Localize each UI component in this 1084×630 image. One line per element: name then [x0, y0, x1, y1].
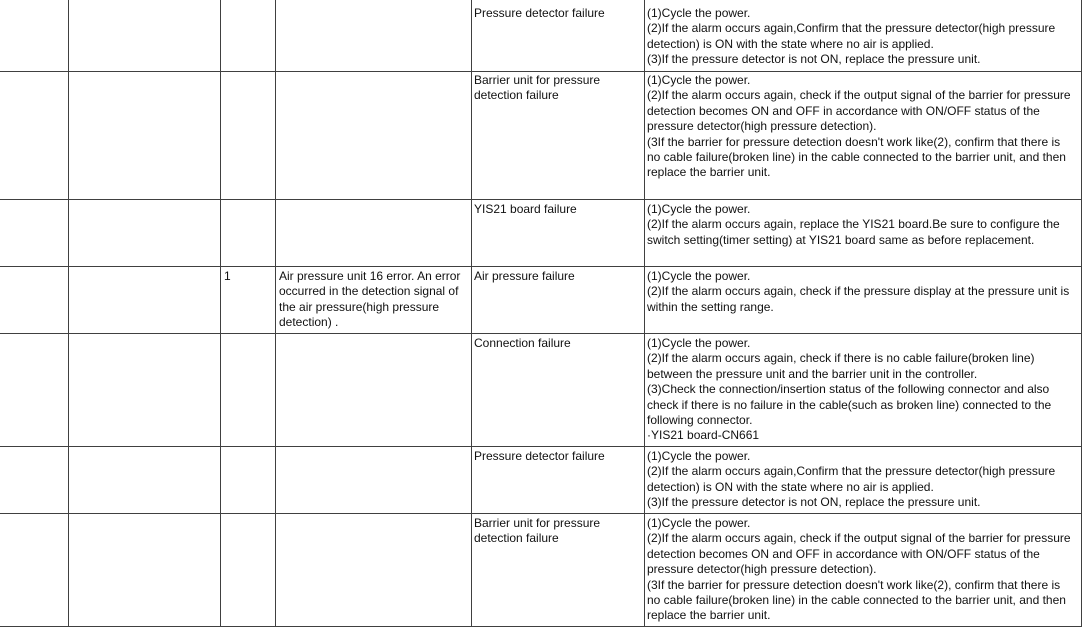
remedy-line: (3If the barrier for pressure detection doesn't work like(2), confirm that there is	[647, 577, 1061, 592]
row-divider	[0, 199, 1082, 200]
table-row-3-number	[224, 269, 231, 284]
table-row-3-message	[279, 269, 460, 331]
remedy-line: (1)Cycle the power.	[647, 73, 751, 87]
remedy-line: (3If the barrier for pressure detection doesn't work like(2), confirm that there is	[647, 134, 1061, 149]
remedy-line: (3)Check the connection/insertion status of the following connector and also	[647, 382, 1050, 397]
cause-line: Barrier unit for pressure	[474, 73, 601, 87]
remedy-line: (2)If the alarm occurs again, check if there is no cable failure(broken line)	[647, 351, 1035, 366]
cause-line: detection failure	[474, 88, 559, 103]
remedy-line: switch setting(timer setting) at YIS21 board same as before replacement.	[647, 232, 1035, 247]
remedy-line: between the pressure unit and the barrier unit in the controller.	[647, 366, 978, 381]
remedy-line: (1)Cycle the power.	[647, 336, 751, 350]
column-divider	[471, 0, 472, 627]
remedy-line: no cable failure(broken line) in the cable connected to the barrier unit, and then	[647, 593, 1066, 608]
row-divider	[0, 266, 1082, 267]
table-row-3-cause	[474, 269, 575, 284]
message-line: detection) .	[279, 315, 339, 330]
column-divider	[644, 0, 645, 627]
cause-line: Connection failure	[474, 336, 571, 350]
message-line: the air pressure(high pressure	[279, 299, 440, 314]
table-row-1-remedy	[647, 73, 1071, 181]
table-row-0-cause	[474, 6, 605, 21]
remedy-line: (3)If the pressure detector is not ON, replace the pressure unit.	[647, 52, 981, 67]
alarm-number: 1	[224, 269, 231, 283]
row-divider	[0, 513, 1082, 514]
remedy-line: replace the barrier unit.	[647, 608, 771, 623]
column-divider	[220, 0, 221, 627]
remedy-line: detection becomes ON and OFF in accordance with ON/OFF status of the	[647, 103, 1040, 118]
table-row-3-remedy	[647, 269, 1069, 315]
table-row-5-remedy	[647, 449, 1055, 511]
cause-line: Pressure detector failure	[474, 6, 605, 20]
remedy-line: (2)If the alarm occurs again, check if the output signal of the barrier for pressure	[647, 531, 1071, 546]
remedy-line: (3)If the pressure detector is not ON, replace the pressure unit.	[647, 495, 981, 510]
remedy-line: detection) is ON with the state where no air is applied.	[647, 36, 934, 51]
table-row-6-cause	[474, 516, 600, 547]
table-row-4-cause	[474, 336, 571, 351]
remedy-line: (2)If the alarm occurs again, check if the pressure display at the pressure unit is	[647, 284, 1070, 299]
remedy-line: within the setting range.	[647, 299, 774, 314]
remedy-line: (2)If the alarm occurs again, replace the YIS21 board.Be sure to configure the	[647, 217, 1060, 232]
remedy-line: (2)If the alarm occurs again,Confirm that the pressure detector(high pressure	[647, 21, 1056, 36]
column-divider	[68, 0, 69, 627]
row-divider	[0, 71, 1082, 72]
message-line: occurred in the detection signal of	[279, 284, 459, 299]
remedy-line: (2)If the alarm occurs again,Confirm that the pressure detector(high pressure	[647, 464, 1056, 479]
remedy-line: following connector.	[647, 413, 753, 428]
remedy-line: detection becomes ON and OFF in accordance with ON/OFF status of the	[647, 546, 1040, 561]
remedy-line: replace the barrier unit.	[647, 165, 771, 180]
row-divider	[0, 333, 1082, 334]
table-row-5-cause	[474, 449, 605, 464]
remedy-line: (1)Cycle the power.	[647, 202, 751, 216]
remedy-line: (1)Cycle the power.	[647, 6, 751, 20]
remedy-line: pressure detector(high pressure detection).	[647, 562, 877, 577]
row-divider	[0, 626, 1082, 627]
remedy-line: detection) is ON with the state where no air is applied.	[647, 479, 934, 494]
remedy-line: (1)Cycle the power.	[647, 516, 751, 530]
column-divider	[1081, 0, 1082, 627]
table-row-2-remedy	[647, 202, 1060, 248]
cause-line: detection failure	[474, 531, 559, 546]
table-row-4-remedy	[647, 336, 1051, 444]
table-row-0-remedy	[647, 6, 1055, 68]
table-row-2-cause	[474, 202, 577, 217]
remedy-line: ·YIS21 board-CN661	[647, 428, 760, 443]
cause-line: Air pressure failure	[474, 269, 575, 283]
remedy-line: (2)If the alarm occurs again, check if the output signal of the barrier for pressure	[647, 88, 1071, 103]
row-divider	[0, 446, 1082, 447]
remedy-line: (1)Cycle the power.	[647, 269, 751, 283]
message-line: Air pressure unit 16 error. An error	[279, 269, 461, 283]
table-row-1-cause	[474, 73, 600, 104]
cause-line: Barrier unit for pressure	[474, 516, 601, 530]
cause-line: Pressure detector failure	[474, 449, 605, 463]
remedy-line: no cable failure(broken line) in the cable connected to the barrier unit, and then	[647, 150, 1066, 165]
table-row-6-remedy	[647, 516, 1071, 624]
remedy-line: check if there is no failure in the cable(such as broken line) connected to the	[647, 397, 1052, 412]
cause-line: YIS21 board failure	[474, 202, 577, 216]
column-divider	[275, 0, 276, 627]
remedy-line: pressure detector(high pressure detection).	[647, 119, 877, 134]
remedy-line: (1)Cycle the power.	[647, 449, 751, 463]
